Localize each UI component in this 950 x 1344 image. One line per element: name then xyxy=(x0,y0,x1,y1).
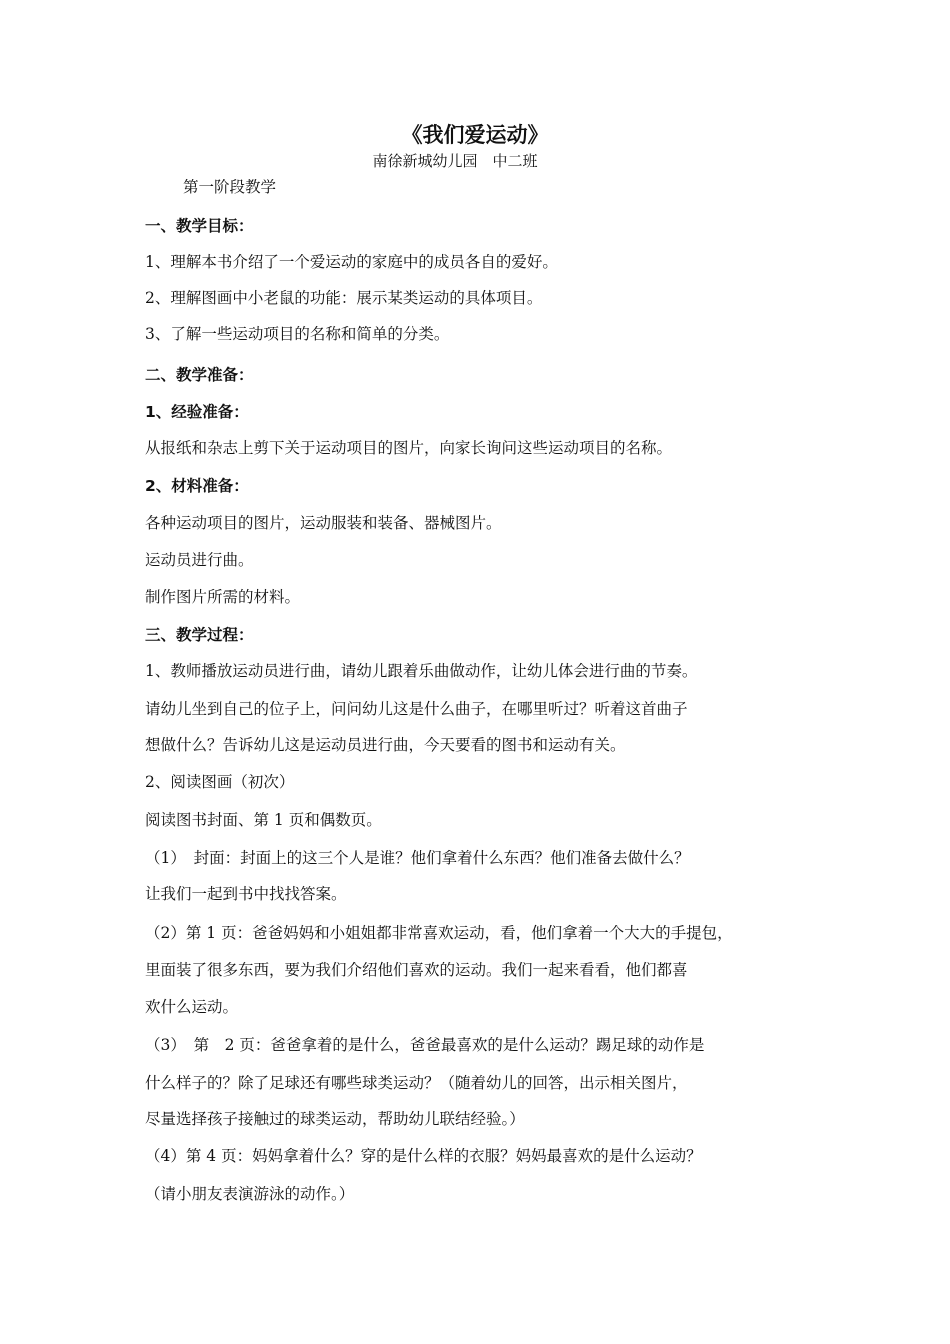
paragraph-line: 阅读图书封面、第 1 页和偶数页。 xyxy=(145,811,382,829)
paragraph-line: 2、阅读图画（初次） xyxy=(145,773,295,791)
section-heading: 三、教学过程： xyxy=(145,626,254,644)
paragraph-line: 运动员进行曲。 xyxy=(145,551,254,569)
paragraph-line: 让我们一起到书中找找答案。 xyxy=(145,885,347,903)
section-heading: 二、教学准备： xyxy=(145,366,254,384)
paragraph-line: 什么样子的？除了足球还有哪些球类运动？（随着幼儿的回答，出示相关图片， xyxy=(145,1074,688,1092)
paragraph-line: （2）第 1 页：爸爸妈妈和小姐姐都非常喜欢运动，看，他们拿着一个大大的手提包， xyxy=(145,924,733,942)
paragraph-line: （4）第 4 页：妈妈拿着什么？穿的是什么样的衣服？妈妈最喜欢的是什么运动？ xyxy=(145,1147,702,1165)
subsection-heading: 1、经验准备： xyxy=(145,403,249,421)
stage-label: 第一阶段教学 xyxy=(183,178,277,196)
paragraph-line: 尽量选择孩子接触过的球类运动，帮助幼儿联结经验。） xyxy=(145,1110,525,1128)
document-subtitle: 南徐新城幼儿园 中二班 xyxy=(372,152,538,170)
paragraph-line: （3） 第 2 页：爸爸拿着的是什么，爸爸最喜欢的是什么运动？踢足球的动作是 xyxy=(145,1036,705,1054)
paragraph-line: 欢什么运动。 xyxy=(145,998,239,1016)
paragraph-line: 1、教师播放运动员进行曲，请幼儿跟着乐曲做动作，让幼儿体会进行曲的节奏。 xyxy=(145,662,698,680)
paragraph-line: 2、理解图画中小老鼠的功能：展示某类运动的具体项目。 xyxy=(145,289,543,307)
document-title: 《我们爱运动》 xyxy=(401,123,549,147)
paragraph-line: 从报纸和杂志上剪下关于运动项目的图片，向家长询问这些运动项目的名称。 xyxy=(145,439,673,457)
paragraph-line: （1） 封面：封面上的这三个人是谁？他们拿着什么东西？他们准备去做什么？ xyxy=(145,849,690,867)
paragraph-line: 请幼儿坐到自己的位子上，问问幼儿这是什么曲子，在哪里听过？听着这首曲子 xyxy=(145,700,688,718)
paragraph-line: 想做什么？告诉幼儿这是运动员进行曲，今天要看的图书和运动有关。 xyxy=(145,736,626,754)
section-heading: 一、教学目标： xyxy=(145,217,254,235)
paragraph-line: 制作图片所需的材料。 xyxy=(145,588,301,606)
paragraph-line: （请小朋友表演游泳的动作。） xyxy=(145,1185,355,1203)
subsection-heading: 2、材料准备： xyxy=(145,477,249,495)
paragraph-line: 1、理解本书介绍了一个爱运动的家庭中的成员各自的爱好。 xyxy=(145,253,558,271)
paragraph-line: 里面装了很多东西，要为我们介绍他们喜欢的运动。我们一起来看看，他们都喜 xyxy=(145,961,688,979)
paragraph-line: 3、了解一些运动项目的名称和简单的分类。 xyxy=(145,325,450,343)
paragraph-line: 各种运动项目的图片，运动服装和装备、器械图片。 xyxy=(145,514,502,532)
